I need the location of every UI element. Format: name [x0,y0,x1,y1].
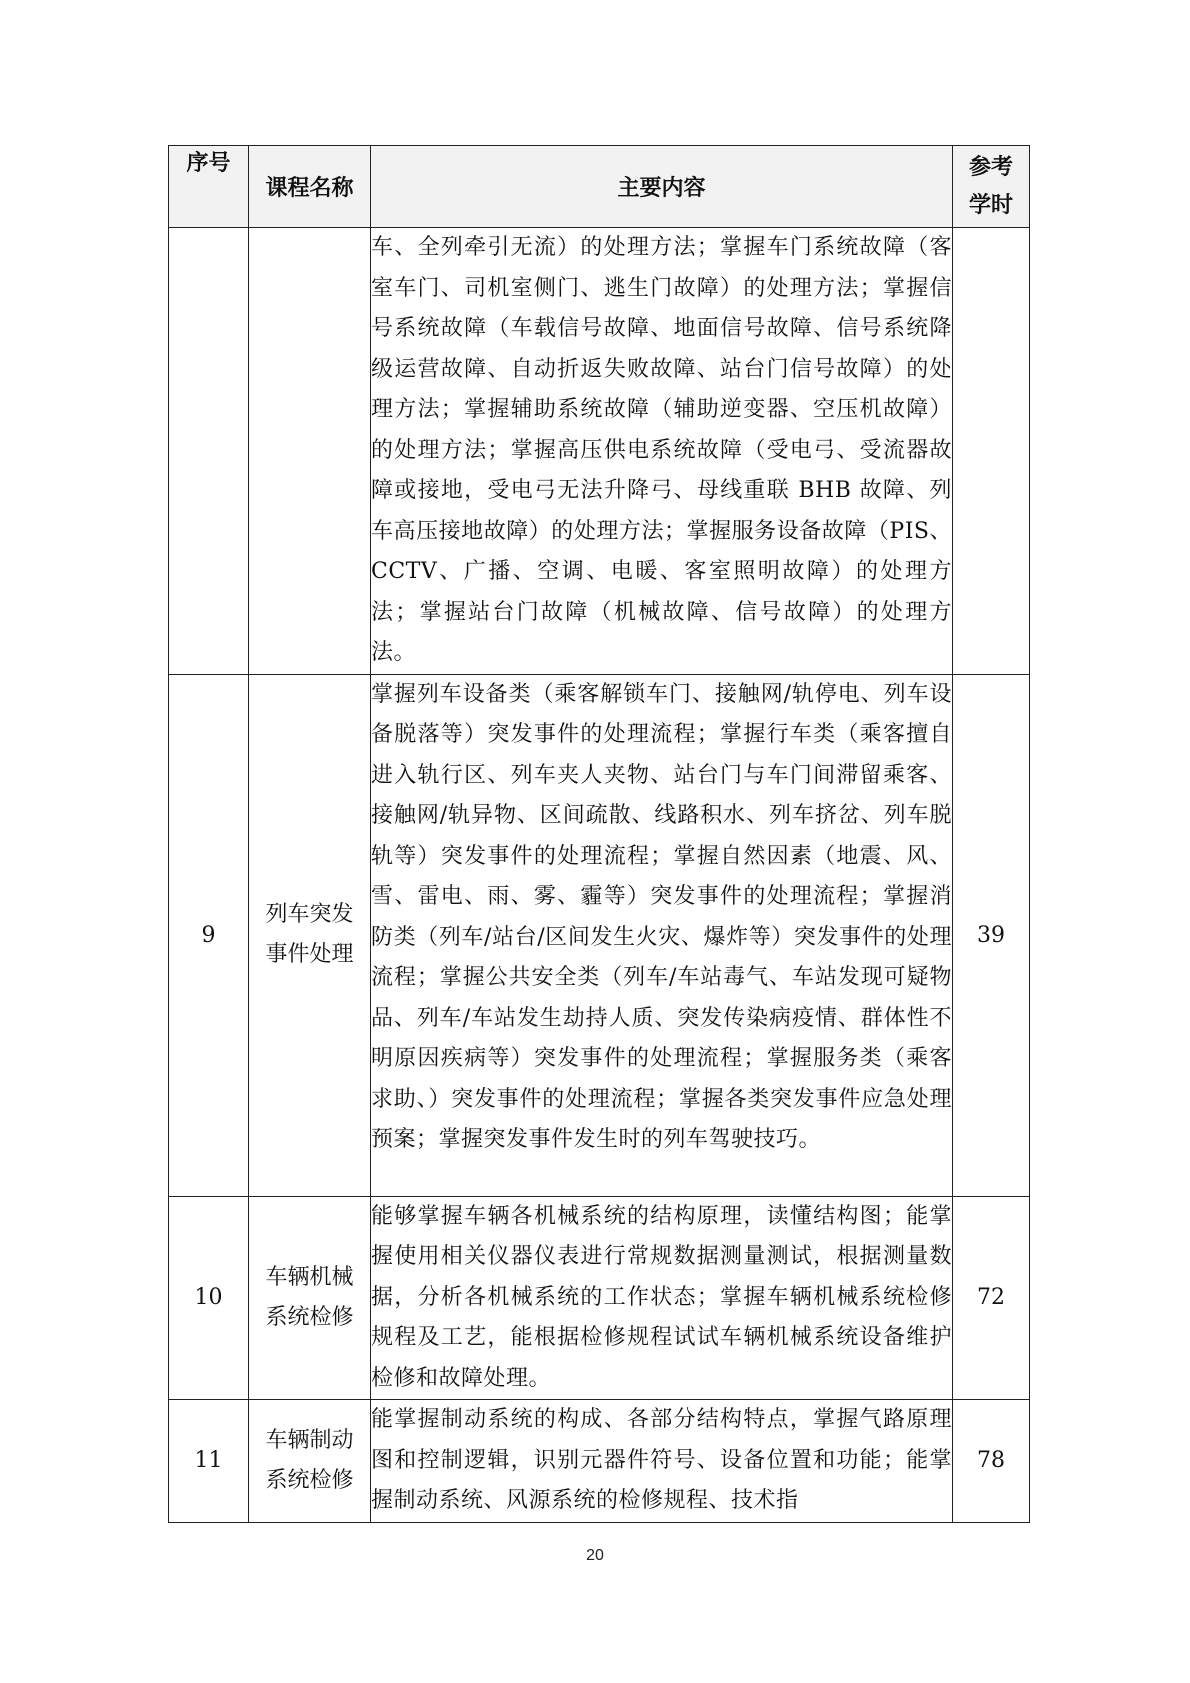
row-content: 能够掌握车辆各机械系统的结构原理，读懂结构图；能掌握使用相关仪器仪表进行常规数据测量测试，根据测量数据，分析各机械系统的工作状态；掌握车辆机械系统检修规程及工艺，能根据检修规程试试车辆机械系统设备维护检修和故障处理。 [371,1196,953,1400]
row-content: 车、全列牵引无流）的处理方法；掌握车门系统故障（客室车门、司机室侧门、逃生门故障）的处理方法；掌握信号系统故障（车载信号故障、地面信号故障、信号系统降级运营故障、自动折返失败故障、站台门信号故障）的处理方法；掌握辅助系统故障（辅助逆变器、空压机故障）的处理方法；掌握高压供电系统故障（受电弓、受流器故障或接地，受电弓无法升降弓、母线重联 BHB 故障、列车高压接地故障）的处理方法；掌握服务设备故障（PIS、CCTV、广播、空调、电暖、客室照明故障）的处理方法；掌握站台门故障（机械故障、信号故障）的处理方法。 [371,228,953,675]
row-hours: 39 [953,674,1030,1196]
row-course-name [249,228,371,675]
header-course-name: 课程名称 [249,146,371,228]
row-seq: 9 [169,674,249,1196]
table-row [169,674,1030,1196]
row-seq: 10 [169,1196,249,1400]
row-hours [953,228,1030,675]
row-course-name: 车辆制动系统检修 [249,1400,371,1523]
row-content: 掌握列车设备类（乘客解锁车门、接触网/轨停电、列车设备脱落等）突发事件的处理流程；掌握行车类（乘客擅自进入轨行区、列车夹人夹物、站台门与车门间滞留乘客、接触网/轨异物、区间疏散、线路积水、列车挤岔、列车脱轨等）突发事件的处理流程；掌握自然因素（地震、风、雪、雷电、雨、雾、霾等）突发事件的处理流程；掌握消防类（列车/站台/区间发生火灾、爆炸等）突发事件的处理流程；掌握公共安全类（列车/车站毒气、车站发现可疑物品、列车/车站发生劫持人质、突发传染病疫情、群体性不明原因疾病等）突发事件的处理流程；掌握服务类（乘客求助、）突发事件的处理流程；掌握各类突发事件应急处理预案；掌握突发事件发生时的列车驾驶技巧。 [371,674,953,1196]
header-hours-line2: 学时 [968,192,1013,218]
table-row [169,228,1030,675]
course-table [168,145,1030,1523]
row-seq [169,228,249,675]
header-hours-line1: 参考 [968,154,1013,180]
table-header-row [169,146,1030,228]
row-course-name: 车辆机械系统检修 [249,1196,371,1400]
table-row [169,1196,1030,1400]
page-number: 20 [586,1547,604,1564]
header-reference-hours [953,146,1030,228]
row-hours: 72 [953,1196,1030,1400]
header-seq: 序号 [169,146,249,228]
row-content: 能掌握制动系统的构成、各部分结构特点，掌握气路原理图和控制逻辑，识别元器件符号、设备位置和功能；能掌握制动系统、风源系统的检修规程、技术指 [371,1400,953,1523]
row-hours: 78 [953,1400,1030,1523]
row-course-name: 列车突发事件处理 [249,674,371,1196]
row-seq: 11 [169,1400,249,1523]
table-row [169,1400,1030,1523]
header-main-content: 主要内容 [371,146,953,228]
